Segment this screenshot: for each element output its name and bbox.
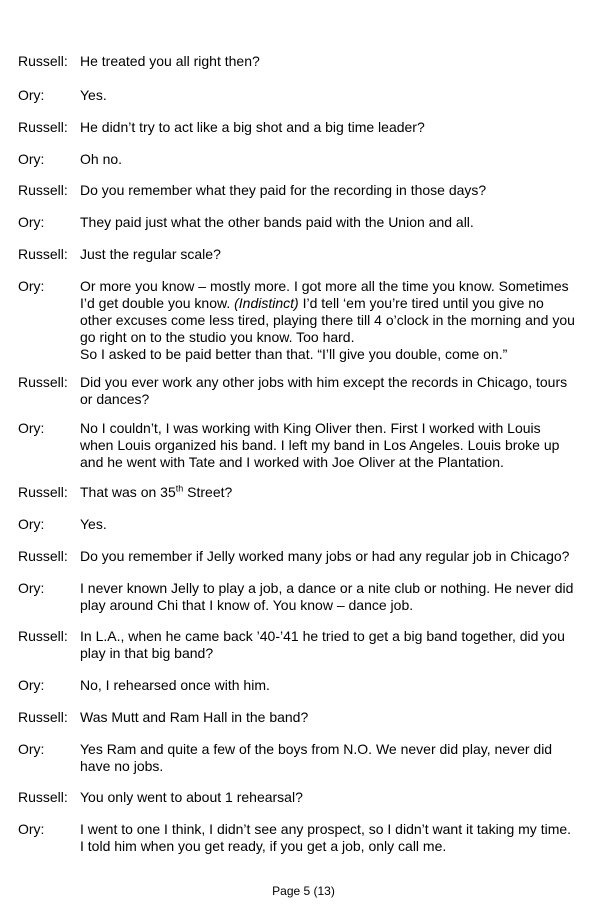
utterance-line: So I asked to be paid better than that. “I’ll give you double, come on.”	[80, 346, 508, 362]
utterance	[80, 741, 585, 775]
utterance-segment: I’d tell ‘em you’re tired until you give no	[298, 295, 544, 311]
speaker-label: Russell:	[18, 53, 68, 69]
utterance-line: In L.A., when he came back ’40-’41 he tried to get a big band together, did you	[80, 628, 565, 644]
utterance	[80, 246, 585, 263]
utterance	[80, 628, 585, 662]
speaker-label: Ory:	[18, 741, 45, 757]
speaker-label: Ory:	[18, 580, 45, 596]
utterance-line: play around Chi that I know of. You know – dance job.	[80, 597, 414, 613]
utterance-segment: I’d get double you know.	[80, 295, 231, 311]
utterance	[80, 484, 585, 501]
utterance-line: go right on to the studio you know. Too hard.	[80, 329, 355, 345]
speaker-label: Ory:	[18, 151, 45, 167]
utterance-line: have no jobs.	[80, 758, 164, 774]
indistinct-note: (Indistinct)	[234, 295, 299, 311]
utterance-line: Or more you know – mostly more. I got more all the time you know. Sometimes	[80, 278, 569, 294]
utterance	[80, 420, 585, 471]
utterance-segment: Street?	[183, 484, 233, 500]
utterance-line: or dances?	[80, 391, 150, 407]
utterance	[80, 182, 585, 199]
utterance-line: Yes.	[80, 87, 107, 103]
utterance-line: He didn’t try to act like a big shot and a big time leader?	[80, 119, 425, 135]
utterance-line	[80, 295, 585, 312]
utterance	[80, 53, 585, 70]
utterance-line: Do you remember what they paid for the recording in those days?	[80, 182, 487, 198]
utterance-line: He treated you all right then?	[80, 53, 260, 69]
speaker-label: Ory:	[18, 677, 45, 693]
speaker-label: Russell:	[18, 709, 68, 725]
page-number: Page 5 (13)	[272, 884, 335, 898]
utterance-line: Oh no.	[80, 151, 123, 167]
speaker-label: Ory:	[18, 87, 45, 103]
utterance	[80, 677, 585, 694]
utterance-line: I went to one I think, I didn’t see any prospect, so I didn’t want it taking my time.	[80, 821, 572, 837]
utterance-line: other excuses come less tired, playing there till 4 o’clock in the morning and you	[80, 312, 575, 328]
speaker-label: Russell:	[18, 484, 68, 500]
utterance-line: Just the regular scale?	[80, 246, 221, 262]
utterance-line: Did you ever work any other jobs with him except the records in Chicago, tours	[80, 374, 568, 390]
speaker-label: Russell:	[18, 789, 68, 805]
utterance-line: play in that big band?	[80, 645, 214, 661]
speaker-label: Ory:	[18, 214, 45, 230]
utterance	[80, 821, 585, 855]
speaker-label: Russell:	[18, 182, 68, 198]
utterance-line: Do you remember if Jelly worked many jobs or had any regular job in Chicago?	[80, 548, 570, 564]
speaker-label: Russell:	[18, 119, 68, 135]
speaker-label: Russell:	[18, 246, 68, 262]
utterance	[80, 278, 585, 363]
utterance	[80, 580, 585, 614]
utterance-line	[80, 484, 585, 501]
speaker-label: Ory:	[18, 821, 45, 837]
utterance-line: Yes.	[80, 516, 107, 532]
utterance	[80, 151, 585, 168]
utterance	[80, 87, 585, 104]
utterance	[80, 789, 585, 806]
utterance-line: Yes Ram and quite a few of the boys from N.O. We never did play, never did	[80, 741, 553, 757]
speaker-label: Russell:	[18, 374, 68, 390]
utterance-line: I never known Jelly to play a job, a dance or a nite club or nothing. He never did	[80, 580, 574, 596]
utterance-line: You only went to about 1 rehearsal?	[80, 789, 303, 805]
speaker-label: Russell:	[18, 548, 68, 564]
speaker-label: Ory:	[18, 516, 45, 532]
utterance-segment: That was on 35	[80, 484, 176, 500]
utterance-line: when Louis organized his band. I left my band in Los Angeles. Louis broke up	[80, 437, 560, 453]
utterance	[80, 119, 585, 136]
utterance	[80, 214, 585, 231]
utterance-line: They paid just what the other bands paid with the Union and all.	[80, 214, 474, 230]
utterance	[80, 374, 585, 408]
utterance-line: Was Mutt and Ram Hall in the band?	[80, 709, 309, 725]
utterance	[80, 516, 585, 533]
utterance-line: I told him when you get ready, if you get a job, only call me.	[80, 838, 447, 854]
utterance	[80, 709, 585, 726]
speaker-label: Russell:	[18, 628, 68, 644]
utterance-line: and he went with Tate and I worked with Joe Oliver at the Plantation.	[80, 454, 504, 470]
speaker-label: Ory:	[18, 278, 45, 294]
speaker-label: Ory:	[18, 420, 45, 436]
ordinal-suffix: th	[175, 483, 184, 494]
utterance-line: No I couldn’t, I was working with King Oliver then. First I worked with Louis	[80, 420, 541, 436]
utterance	[80, 548, 585, 565]
utterance-line: No, I rehearsed once with him.	[80, 677, 270, 693]
